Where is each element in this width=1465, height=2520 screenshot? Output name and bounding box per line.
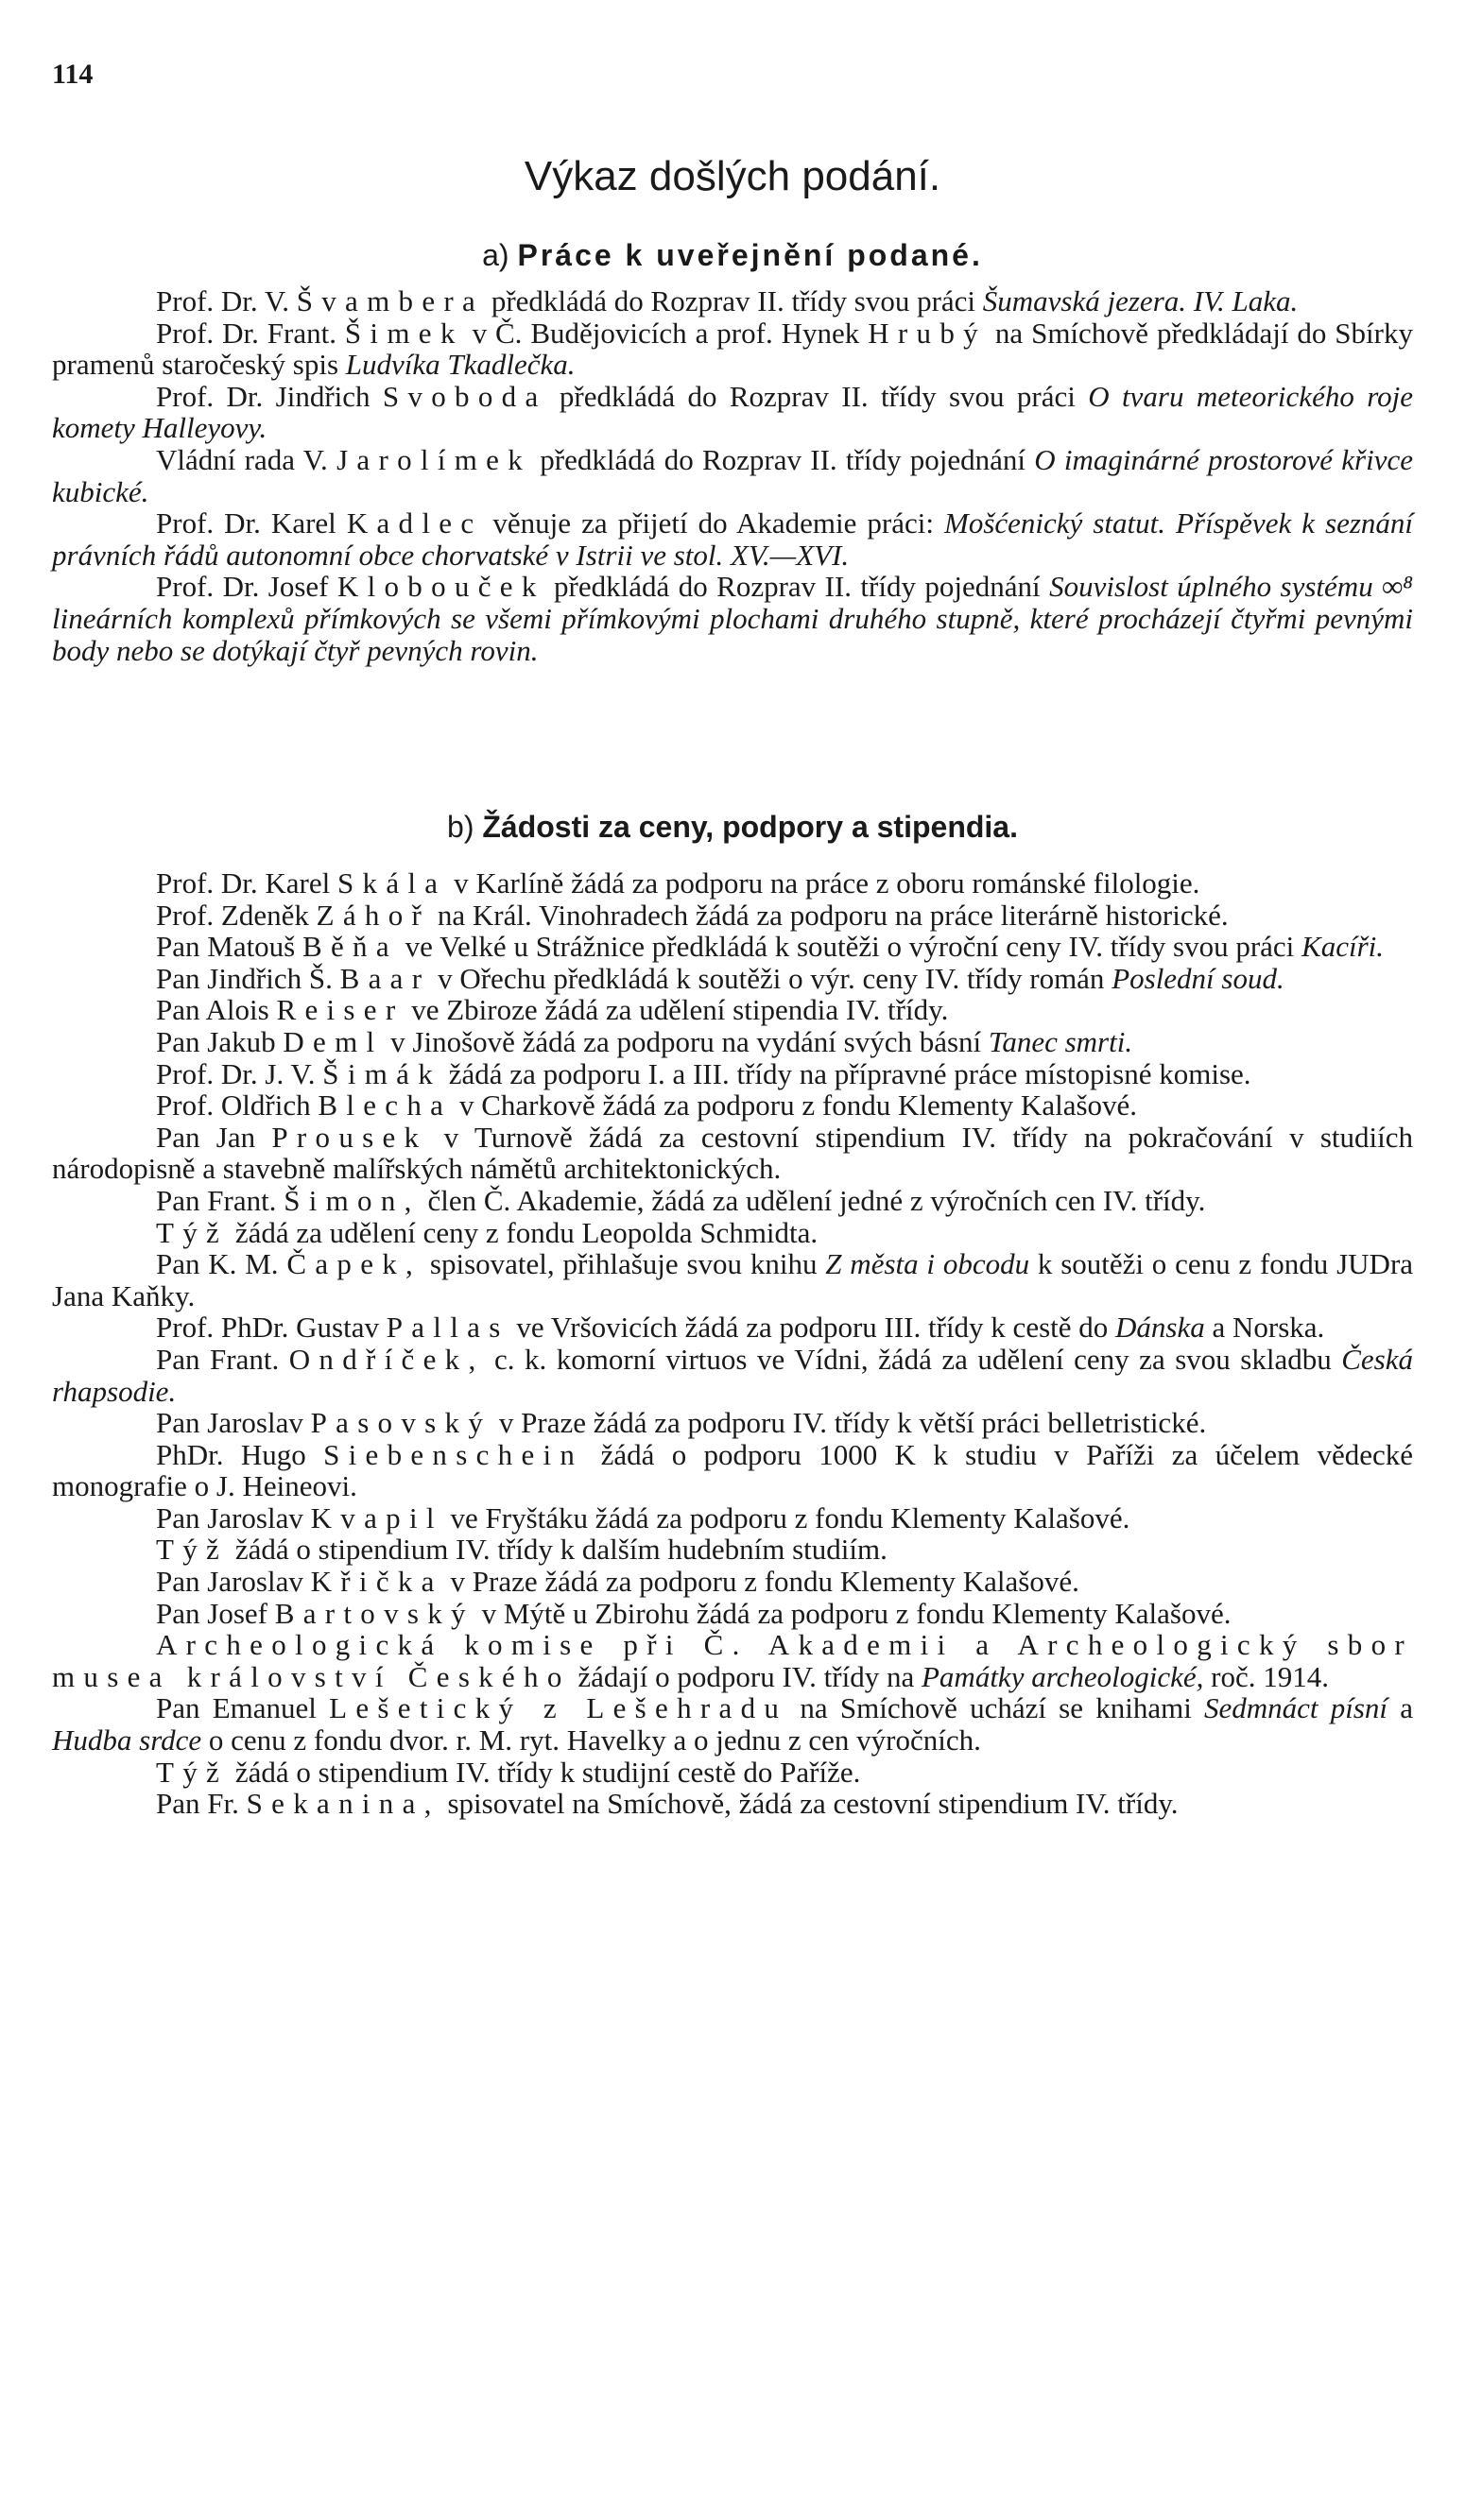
entry-text: v Karlíně žádá za podporu na práce z oboru románské filologie. <box>446 866 1200 900</box>
entry-text: Pan Emanuel <box>156 1691 330 1725</box>
entry-text: žádá o stipendium IV. třídy k dalším hudebním studiím. <box>228 1533 888 1567</box>
name-text: Běňa <box>302 930 398 964</box>
entry-text: Pan Frant. <box>156 1183 284 1217</box>
entry-paragraph <box>52 994 1413 1026</box>
entry-text: žádá o podporu 1000 K k studiu v Paříži za účelem vědecké monografie o J. Heineovi. <box>52 1437 1413 1503</box>
entry-text: ve Zbiroze žádá za udělení stipendia IV. třídy. <box>404 993 949 1027</box>
title-text: Kacíři. <box>1301 930 1385 964</box>
name-text: Šimák <box>322 1056 442 1090</box>
name-text: Baar <box>339 961 431 995</box>
entry-text: Prof. Oldřich <box>156 1089 319 1123</box>
entry-text: ve Vršovicích žádá za podporu III. třídy k cestě do <box>508 1311 1116 1345</box>
name-text: Siebenschein <box>323 1437 584 1471</box>
section-title: Práce k uveřejnění podané. <box>517 238 983 272</box>
entry-paragraph <box>52 1566 1413 1598</box>
entry-paragraph <box>52 1692 1413 1756</box>
name-text: Klobouček <box>336 570 545 604</box>
entry-text: v Č. Budějovicích a prof. Hynek <box>463 316 869 350</box>
entry-text: žádá za podporu I. a III. třídy na přípravné práce místopisné komise. <box>441 1056 1251 1090</box>
name-text: Blecha <box>318 1089 453 1123</box>
entry-text: předkládá do Rozprav II. třídy pojednání <box>544 570 1050 604</box>
name-text: Švambera <box>296 284 485 317</box>
name-text: Reiser <box>276 993 405 1027</box>
entry-text: Prof. Zdeněk <box>156 898 317 932</box>
entry-text: Pan Matouš <box>156 930 302 964</box>
name-text: Jarolímek <box>336 442 532 476</box>
entry-text: Vládní rada V. <box>156 442 337 476</box>
entry-text: spisovatel, přihlašuje svou knihu <box>422 1247 826 1281</box>
entry-paragraph <box>52 1311 1413 1344</box>
entry-text: člen Č. Akademie, žádá za udělení jedné z výročních cen IV. třídy. <box>420 1183 1206 1217</box>
entry-text: Prof. Dr. Karel <box>156 506 347 540</box>
entry-text: roč. 1914. <box>1203 1659 1329 1693</box>
entry-text: Prof. Dr. Frant. <box>156 316 345 350</box>
name-text: Křička <box>310 1565 443 1599</box>
entry-text: Prof. Dr. V. <box>156 284 297 317</box>
entry-paragraph <box>52 1217 1413 1249</box>
name-text: Kadlec <box>346 506 483 540</box>
entry-text: Pan Jakub <box>156 1024 284 1058</box>
entry-text: předkládá do Rozprav II. třídy pojednání <box>531 442 1035 476</box>
name-text: Hrubý <box>868 316 987 350</box>
title-text: Hudba srdce <box>52 1723 202 1757</box>
entry-text: předkládá do Rozprav II. třídy svou práci <box>546 379 1089 413</box>
entry-paragraph <box>52 381 1413 444</box>
section-title: Žádosti za ceny, podpory a stipendia. <box>482 810 1018 844</box>
name-text: Šimek <box>344 316 464 350</box>
entry-text: v Mýtě u Zbirohu žádá za podporu z fondu Klementy Kalašové. <box>474 1596 1232 1630</box>
entry-text: na Král. Vinohradech žádá za podporu na práce literárně historické. <box>430 898 1229 932</box>
entry-text: spisovatel na Smíchově, žádá za cestovní stipendium IV. třídy. <box>440 1787 1179 1821</box>
name-text: Záhoř <box>316 898 431 932</box>
entry-paragraph <box>52 1407 1413 1439</box>
entry-text: Pan Jaroslav <box>156 1500 311 1534</box>
section-heading-b <box>0 810 1465 845</box>
title-text: Z města i obcodu <box>825 1247 1030 1281</box>
entry-paragraph <box>52 444 1413 507</box>
name-text: Týž <box>156 1755 229 1789</box>
entry-text: na Smíchově předkládají do Sbírky pramenů staročeský spis <box>52 316 1413 382</box>
entry-text: Pan Jindřich Š. <box>156 961 340 995</box>
entry-text: na Smíchově uchází se knihami <box>787 1691 1205 1725</box>
title-text: Památky archeologické, <box>922 1659 1204 1693</box>
entry-text: Prof. PhDr. Gustav <box>156 1311 387 1345</box>
entry-paragraph <box>52 900 1413 932</box>
section-b-entries <box>52 867 1413 1820</box>
name-text: Prousek <box>271 1120 428 1154</box>
name-text: Svoboda <box>382 379 547 413</box>
entry-text: v Ořechu předkládá k soutěži o výr. ceny IV. třídy román <box>430 961 1112 995</box>
entry-text: k soutěži o cenu z fondu JUDra Jana Kaňky. <box>52 1247 1414 1312</box>
title-text: Sedmnáct písní <box>1204 1691 1388 1725</box>
entry-text: ve Fryštáku žádá za podporu z fondu Klementy Kalašové. <box>442 1500 1130 1534</box>
name-text: Bartovský <box>274 1596 474 1630</box>
entry-text: Pan Jaroslav <box>156 1565 311 1599</box>
entry-text: o cenu z fondu dvor. r. M. ryt. Havelky a o jednu z cen výročních. <box>201 1723 981 1757</box>
entry-text: v Charkově žádá za podporu z fondu Klementy Kalašové. <box>452 1089 1138 1123</box>
entry-paragraph <box>52 1534 1413 1566</box>
title-text: Mošćenický statut. Příspěvek k seznání právních řádů autonomní obce chorvatské v Istrii ve stol. XV.—XVI. <box>52 506 1414 572</box>
name-text: Týž <box>156 1215 229 1249</box>
page-title: Výkaz došlých podání. <box>524 153 941 199</box>
name-text: Skála <box>336 866 447 900</box>
title-text: Česká rhapsodie. <box>52 1342 1414 1408</box>
entry-paragraph <box>52 931 1413 963</box>
entry-paragraph <box>52 285 1413 317</box>
name-text: Deml <box>283 1024 384 1058</box>
section-a-entries <box>52 285 1413 666</box>
entry-paragraph <box>52 507 1413 571</box>
entry-paragraph <box>52 1788 1413 1820</box>
name-text: Čapek, <box>286 1247 422 1281</box>
entry-text: Prof. Dr. Josef <box>156 570 337 604</box>
entry-text: Pan K. M. <box>156 1247 287 1281</box>
entry-paragraph <box>52 1248 1413 1311</box>
entry-text: žádá za udělení ceny z fondu Leopolda Schmidta. <box>228 1215 819 1249</box>
entry-paragraph <box>52 1439 1413 1502</box>
entry-text: a Norska. <box>1204 1311 1325 1345</box>
entry-text: věnuje za přijetí do Akademie práci: <box>482 506 944 540</box>
title-text: Souvislost úplného systému ∞⁸ lineárních komplexů přímkových se všemi přímkovými plochami druhého stupně, které procházejí čtyřmi pevnými body nebo se dotýkají čtyř pevných rovin. <box>52 570 1413 667</box>
entry-text: předkládá do Rozprav II. třídy svou práci <box>484 284 983 317</box>
entry-paragraph <box>52 1598 1413 1630</box>
entry-paragraph <box>52 1089 1413 1122</box>
entry-text: Pan Frant. <box>156 1342 289 1376</box>
entry-paragraph <box>52 317 1413 381</box>
title-text: Ludvíka Tkadlečka. <box>345 348 576 382</box>
entry-text: v Praze žádá za podporu IV. třídy k větší práci belletristické. <box>491 1406 1207 1440</box>
entry-text: v Turnově žádá za cestovní stipendium IV. třídy na pokračování v studiích národopisně a stavebně malířských námětů architektonických. <box>52 1120 1413 1186</box>
entry-paragraph <box>52 963 1413 995</box>
entry-paragraph <box>52 867 1413 900</box>
title-text: Poslední soud. <box>1112 961 1284 995</box>
title-text: O imaginárné prostorové křivce kubické. <box>52 442 1414 508</box>
entry-text: Pan Alois <box>156 993 277 1027</box>
entry-paragraph <box>52 1026 1413 1058</box>
entry-paragraph <box>52 1058 1413 1090</box>
name-text: Šimon, <box>284 1183 421 1217</box>
entry-text: ve Velké u Strážnice předkládá k soutěži o výroční ceny IV. třídy svou práci <box>397 930 1302 964</box>
section-heading-a <box>0 238 1465 273</box>
entry-text: žádá o stipendium IV. třídy k studijní cestě do Paříže. <box>228 1755 861 1789</box>
section-label: a) <box>482 238 509 272</box>
entry-text: Prof. Dr. J. V. <box>156 1056 323 1090</box>
name-text: Archeologická komise při Č. Akademii a Archeologický sbor musea království Českého <box>52 1628 1413 1693</box>
title-text: Šumavská jezera. IV. Laka. <box>982 284 1299 317</box>
entry-text: Prof. Dr. Karel <box>156 866 337 900</box>
entry-paragraph <box>52 1344 1413 1407</box>
entry-text: žádají o podporu IV. třídy na <box>570 1659 922 1693</box>
entry-text: Pan Josef <box>156 1596 275 1630</box>
name-text: Lešetický z Lešehradu <box>329 1691 788 1725</box>
title-text: Tanec smrti. <box>988 1024 1133 1058</box>
entry-paragraph <box>52 571 1413 666</box>
title-text: Dánska <box>1115 1311 1205 1345</box>
entry-paragraph <box>52 1185 1413 1217</box>
entry-text: v Praze žádá za podporu z fondu Klementy Kalašové. <box>442 1565 1079 1599</box>
entry-paragraph <box>52 1502 1413 1534</box>
entry-paragraph <box>52 1122 1413 1185</box>
name-text: Kvapil <box>310 1500 443 1534</box>
entry-text: a <box>1387 1691 1414 1725</box>
entry-text: Pan Jan <box>156 1120 272 1154</box>
entry-text: Pan Jaroslav <box>156 1406 311 1440</box>
name-text: Pallas <box>386 1311 509 1345</box>
entry-paragraph <box>52 1757 1413 1789</box>
entry-text: Pan Fr. <box>156 1787 247 1821</box>
entry-text: v Jinošově žádá za podporu na vydání svých básní <box>383 1024 989 1058</box>
page-number: 114 <box>52 59 94 90</box>
name-text: Pasovský <box>310 1406 492 1440</box>
entry-paragraph <box>52 1629 1413 1692</box>
entry-text: PhDr. Hugo <box>156 1437 324 1471</box>
name-text: Týž <box>156 1533 229 1567</box>
title-text: O tvaru meteorického roje komety Halleyovy. <box>52 379 1413 445</box>
entry-text: Prof. Dr. Jindřich <box>156 379 383 413</box>
name-text: Sekanina, <box>246 1787 440 1821</box>
entry-text: c. k. komorní virtuos ve Vídni, žádá za udělení ceny za svou skladbu <box>484 1342 1342 1376</box>
name-text: Ondříček, <box>288 1342 485 1376</box>
section-label: b) <box>447 810 474 844</box>
